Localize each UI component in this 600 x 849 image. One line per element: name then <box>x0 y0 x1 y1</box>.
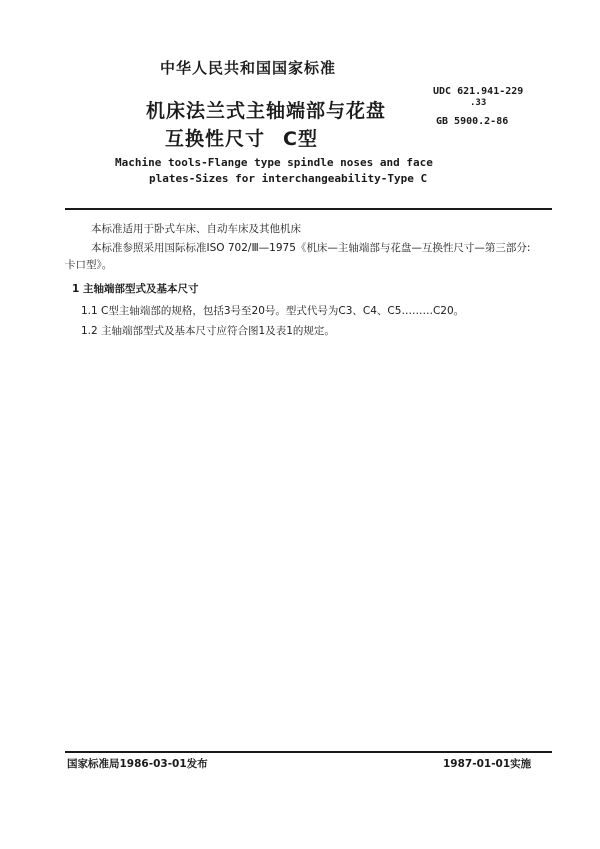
udc-number-continued: .33 <box>470 98 487 108</box>
reference-paragraph-continued: 卡口型》。 <box>65 259 113 271</box>
section-1-heading: 1 主轴端部型式及基本尺寸 <box>72 283 199 295</box>
english-title-line-2: plates-Sizes for interchangeability-Type C <box>149 172 428 185</box>
chinese-title-type: C型 <box>283 128 318 150</box>
national-standard-header: 中华人民共和国国家标准 <box>160 59 337 77</box>
chinese-title-main: 互换性尺寸 <box>165 128 266 150</box>
gb-number: GB 5900.2-86 <box>436 116 509 127</box>
clause-1-1: 1.1 C型主轴端部的规格，包括3号至20号。型式代号为C3、C4、C5………C20。 <box>81 305 465 317</box>
reference-paragraph: 本标准参照采用国际标准ISO 702/Ⅲ—1975《机床—主轴端部与花盘—互换性尺寸—第三部分: <box>91 242 531 254</box>
english-title-line-1: Machine tools-Flange type spindle noses and face <box>115 156 433 169</box>
effective-date: 1987-01-01实施 <box>443 758 532 770</box>
chinese-title-line-1: 机床法兰式主轴端部与花盘 <box>146 100 387 122</box>
header-divider <box>65 208 552 210</box>
publish-date: 国家标准局1986-03-01发布 <box>67 758 208 770</box>
chinese-title-line-2 <box>165 124 318 151</box>
udc-number: UDC 621.941-229 <box>433 86 524 97</box>
footer-divider <box>65 751 552 753</box>
clause-1-2: 1.2 主轴端部型式及基本尺寸应符合图1及表1的规定。 <box>81 325 335 337</box>
scope-paragraph: 本标准适用于卧式车床、自动车床及其他机床 <box>91 223 301 235</box>
